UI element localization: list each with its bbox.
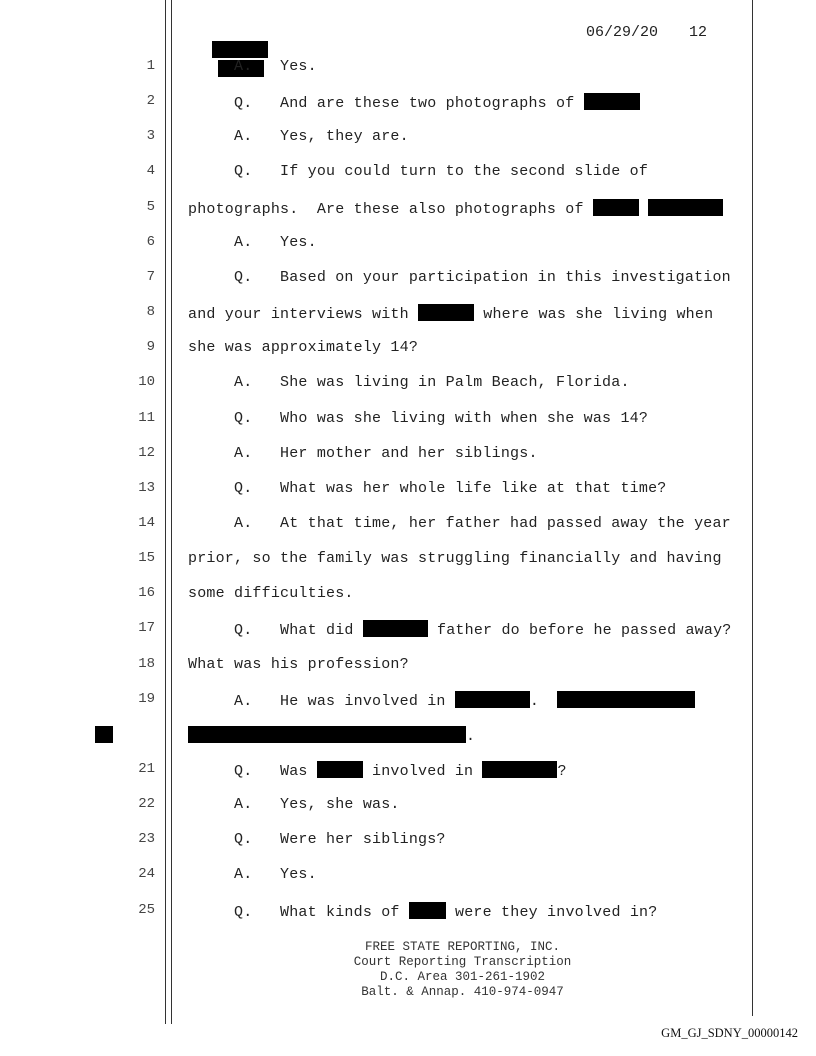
text-segment: A. Yes. [234,866,317,884]
text-segment: A. Yes, they are. [234,128,409,146]
line-text [234,515,731,532]
line-number: 17 [138,620,155,637]
text-segment: Q. If you could turn to the second slide of [234,163,649,181]
transcript-line [0,93,816,128]
line-text [234,761,567,780]
text-segment: Q. Was [234,763,317,780]
footer-company: FREE STATE REPORTING, INC. [364,940,561,954]
text-segment: A. Yes. [234,58,317,75]
transcript-line [0,691,816,726]
line-number: 5 [146,198,155,215]
redaction-block [593,199,639,216]
redaction-block [317,761,363,778]
line-text [234,58,317,75]
text-segment: A. Yes. [234,233,317,251]
transcript-line [0,656,816,691]
line-text [188,656,409,673]
transcript-line [0,902,816,937]
redaction-block [482,761,557,778]
line-number: 10 [138,374,155,391]
line-number: 16 [138,585,155,602]
line-text [234,445,538,462]
transcript-line [0,585,816,620]
redaction-block [188,726,466,743]
transcript-line [0,445,816,480]
text-segment: Q. Based on your participation in this investigation [234,268,731,286]
text-segment: were they involved in? [445,903,658,921]
header-date: 06/29/20 [586,24,659,41]
text-segment: Q. What did [234,622,363,640]
transcript-line [0,269,816,304]
transcript-line [0,515,816,550]
line-number: 15 [138,550,155,567]
transcript-line [0,480,816,515]
line-number: 13 [138,479,155,496]
text-segment: . [529,692,558,710]
line-number: 24 [138,866,155,883]
line-number: 4 [146,163,155,180]
redaction-block [212,41,268,58]
line-number: 22 [138,796,155,813]
line-text [234,866,317,883]
line-text [234,374,630,391]
transcript-line [0,831,816,866]
text-segment: where was she living when [474,306,714,324]
line-number: 23 [138,831,155,848]
line-text [188,726,475,745]
footer-service: Court Reporting Transcription [353,955,572,969]
transcript-line [0,304,816,339]
text-segment: Q. Were her siblings? [234,831,446,849]
line-text [234,691,695,710]
transcript-line [0,550,816,585]
line-text [234,796,400,813]
header-page-number: 12 [689,24,708,41]
line-number: 19 [138,690,155,707]
line-text [234,234,317,251]
line-text [234,902,657,921]
line-text [234,269,731,286]
footer-phone-dc: D.C. Area 301-261-1902 [379,970,546,984]
reporter-footer [260,940,665,1000]
line-text [234,831,446,848]
text-segment: ? [557,763,567,780]
text-segment: and your interviews with [188,306,419,324]
redaction-block [95,726,113,743]
transcript-line [0,199,816,234]
text-segment: . [466,727,476,745]
text-segment: prior, so the family was struggling financially and having [188,550,722,568]
redaction-block [557,691,695,708]
transcript-line [0,234,816,269]
transcript-line [0,620,816,655]
transcript-line [0,339,816,374]
redaction-block [584,93,640,110]
footer-phone-balt: Balt. & Annap. 410-974-0947 [361,985,564,999]
line-text [234,480,666,497]
transcript-line [0,374,816,409]
transcript-line [0,796,816,831]
text-segment: Q. What kinds of [234,903,409,921]
text-segment: father do before he passed away? [427,622,732,640]
text-segment: photographs. Are these also photographs of [188,200,593,218]
text-segment: A. At that time, her father had passed away the year [234,514,731,532]
line-number: 7 [146,268,155,285]
transcript-line [0,128,816,163]
line-text [188,339,418,356]
line-text [234,93,640,112]
redaction-block [648,199,723,216]
text-segment: Q. What was her whole life like at that time? [234,479,667,497]
text-segment: What was his profession? [188,655,409,673]
line-number: 1 [146,58,155,74]
line-text [234,128,409,145]
line-number: 14 [138,514,155,531]
transcript-line [0,726,816,761]
text-segment: involved in [362,763,483,780]
line-number: 3 [146,128,155,145]
redaction-block [409,902,446,919]
text-segment [639,201,648,218]
transcript-line [0,58,816,93]
line-text [188,585,354,602]
redaction-block [455,691,530,708]
line-number: 11 [138,409,155,426]
line-text [234,620,731,639]
text-segment: A. She was living in Palm Beach, Florida. [234,374,630,392]
text-segment: A. Her mother and her siblings. [234,444,538,462]
redaction-block [363,620,428,637]
text-segment: A. He was involved in [234,692,455,710]
line-text [188,550,722,567]
transcript-line [0,866,816,901]
text-segment: Q. And are these two photographs of [234,95,584,113]
line-text [188,199,723,218]
line-number: 2 [146,93,155,110]
text-segment: A. Yes, she was. [234,796,400,814]
line-text [188,304,713,323]
transcript-line [0,761,816,796]
line-number: 21 [138,761,155,777]
line-number: 18 [138,655,155,672]
line-text [234,410,648,427]
bates-number: GM_GJ_SDNY_00000142 [661,1026,798,1040]
text-segment: Q. Who was she living with when she was 14? [234,409,649,427]
line-number: 9 [146,339,155,356]
line-text [234,163,648,180]
line-number: 25 [138,901,155,918]
line-number: 8 [146,304,155,321]
text-segment: she was approximately 14? [188,339,419,357]
redaction-block [418,304,474,321]
text-segment: some difficulties. [188,585,354,603]
transcript-line [0,163,816,198]
transcript-line [0,410,816,445]
line-number: 12 [138,444,155,461]
line-number: 6 [146,233,155,250]
